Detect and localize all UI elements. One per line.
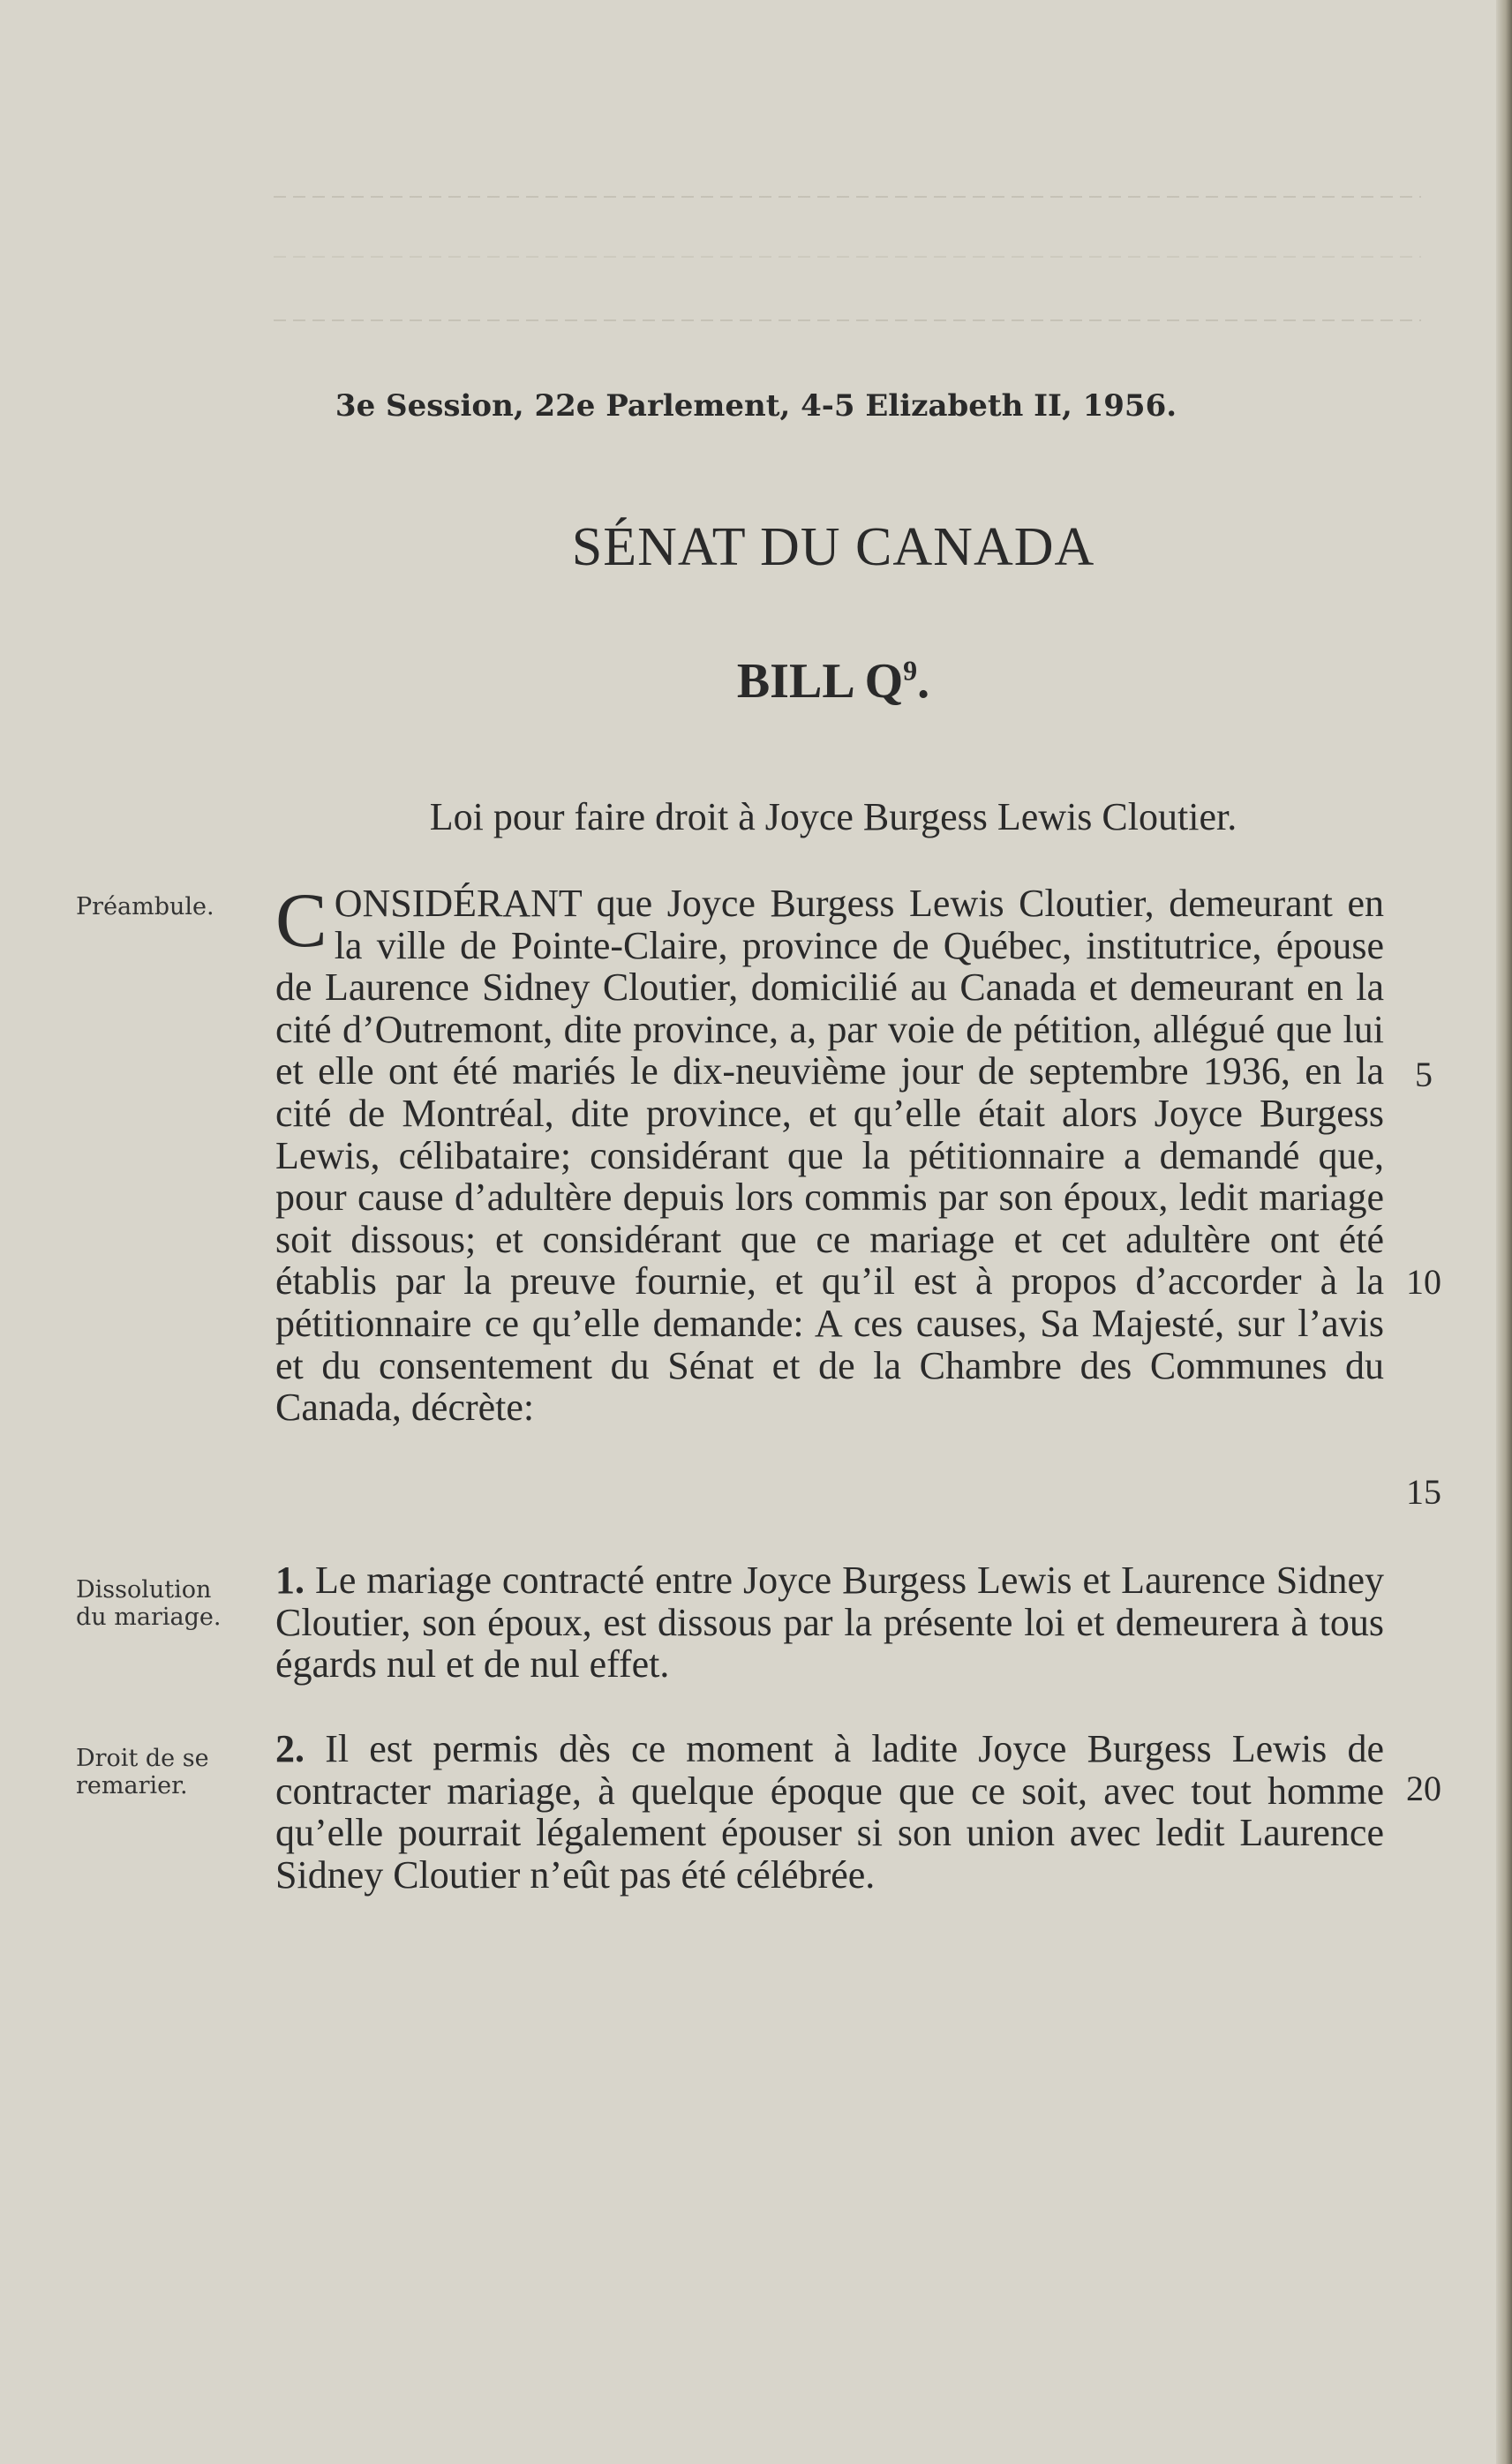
section-1-paragraph (275, 1559, 1384, 1686)
section-2-paragraph (275, 1728, 1384, 1896)
short-title: Loi pour faire droit à Joyce Burgess Lewis Cloutier. (429, 795, 1237, 838)
line-number: 10 (1406, 1262, 1441, 1302)
bill-suffix: . (917, 654, 930, 709)
margin-note-line: du mariage. (76, 1604, 222, 1631)
margin-note-line: Droit de se (76, 1745, 209, 1772)
section-text: Il est permis dès ce moment à ladite Joyce Burgess Lewis de contracter mariage, à quelque époque que ce soit, avec tout homme qu’elle pourrait légalement épouser si son union avec ledit Laurence Sidney Cloutier n’eût pas été célébrée. (275, 1727, 1385, 1897)
section-text: Le mariage contracté entre Joyce Burgess Lewis et Laurence Sidney Cloutier, son époux, est dissous par la présente loi et demeurera à tous égards nul et de nul effet. (275, 1559, 1384, 1686)
bill-number: 9 (903, 654, 918, 687)
section-number: 2. (275, 1727, 305, 1770)
drop-cap: C (275, 878, 327, 964)
line-number: 20 (1406, 1769, 1441, 1808)
bleed-through-line (274, 256, 1421, 258)
section-number: 1. (275, 1559, 305, 1602)
bleed-through-line (274, 319, 1421, 321)
line-number: 5 (1415, 1055, 1433, 1094)
margin-note-line: Dissolution (76, 1576, 212, 1604)
bleed-through-line (274, 196, 1421, 198)
margin-note-section-2 (76, 1745, 244, 1799)
bill-title (0, 653, 1512, 710)
margin-note-section-1 (76, 1576, 244, 1631)
preamble-text: ONSIDÉRANT que Joyce Burgess Lewis Cloutier, demeurant en la ville de Pointe-Claire, province de Québec, institutrice, épouse de Laurence Sidney Cloutier, domicilié au Canada et demeurant en la cité d’Outremont, dite province, a, par voie de pétition, allégué que lui et elle ont été mariés le dix-neuvième jour de septembre 1936, en la cité de Montréal, dite province, et qu’elle était alors Joyce Burgess Lewis, célibataire; considérant que la pétitionnaire a demandé que, pour cause d’adultère depuis lors commis par son époux, ledit mariage soit dissous; et considérant que ce mariage et cet adultère ont été établis par la preuve fournie, et qu’il est à propos d’accorder à la pétitionnaire ce qu’elle demande: A ces causes, Sa Majesté, sur l’avis et du consentement du Sénat et de la Chambre des Communes du Canada, décrète: (275, 882, 1384, 1430)
chamber-title: SÉNAT DU CANADA (571, 517, 1095, 577)
margin-note-preamble: Préambule. (76, 893, 214, 920)
line-number: 15 (1406, 1472, 1441, 1512)
margin-note-line: remarier. (76, 1772, 188, 1799)
bill-label: BILL Q (736, 654, 904, 709)
preamble-paragraph (275, 878, 1384, 1430)
page-edge-shadow (1496, 0, 1512, 2464)
session-header: 3e Session, 22e Parlement, 4-5 Elizabeth II, 1956. (335, 388, 1177, 424)
